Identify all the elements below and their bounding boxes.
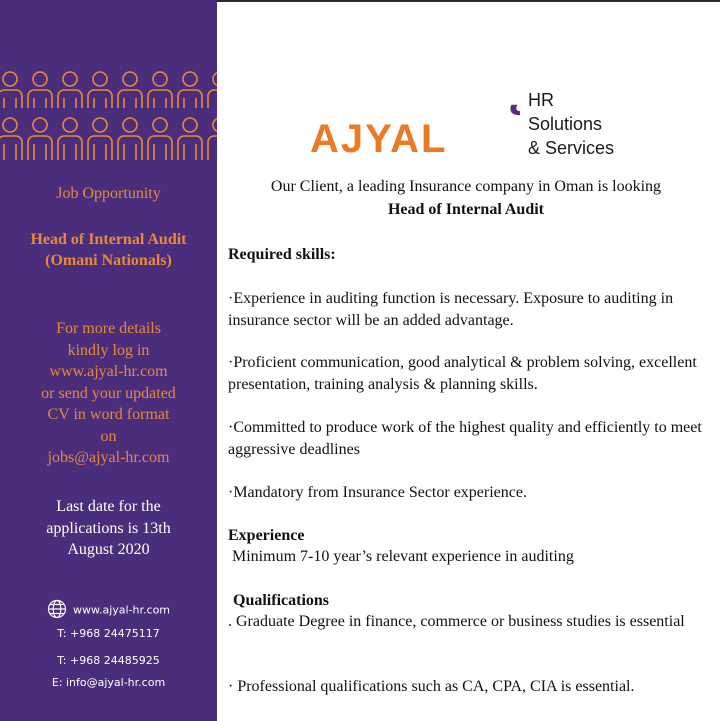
job-opportunity-label: Job Opportunity — [56, 185, 161, 202]
details-line: For more details — [56, 320, 161, 337]
job-title — [0, 229, 217, 271]
logo-tagline-line: & Services — [528, 138, 615, 158]
experience-value: Minimum 7-10 year’s relevant experience in auditing — [232, 548, 574, 565]
skill-item: ·Experience in auditing function is necessary. Exposure to auditing in insurance sector will be an added advantage. — [228, 290, 674, 329]
qualification-item: . Graduate Degree in finance, commerce or business studies is essential — [228, 613, 685, 630]
globe-icon — [47, 599, 67, 622]
qualifications-heading: Qualifications — [233, 592, 330, 609]
contact-website[interactable] — [0, 599, 217, 622]
logo-arabic-text — [508, 78, 520, 118]
details-line: CV in word format — [47, 406, 170, 423]
intro-position: Head of Internal Audit — [387, 201, 544, 218]
deadline-line: August 2020 — [67, 541, 150, 558]
experience-heading: Experience — [228, 527, 305, 544]
contact-email[interactable]: E: info@ajyal-hr.com — [51, 676, 166, 689]
logo-tagline-line: Solutions — [528, 114, 603, 134]
details-line: on — [100, 427, 117, 445]
logo-tagline — [528, 88, 614, 160]
contact-phone-1[interactable]: T: +968 24475117 — [57, 627, 160, 640]
qualification-item: · Professional qualifications such as CA, CPA, CIA is essential. — [228, 678, 635, 695]
deadline-line: Last date for the — [56, 498, 161, 515]
details-email[interactable]: jobs@ajyal-hr.com — [47, 449, 170, 466]
required-skills-heading: Required skills: — [228, 246, 336, 263]
skill-item: ·Mandatory from Insurance Sector experience. — [228, 484, 527, 501]
contact-website-text: www.ajyal-hr.com — [72, 603, 171, 617]
details-line: kindly log in — [67, 341, 150, 359]
left-panel — [0, 0, 217, 721]
job-title-line: Head of Internal Audit — [30, 231, 187, 248]
details-website[interactable]: www.ajyal-hr.com — [49, 363, 168, 380]
skill-item: ·Committed to produce work of the highest quality and efficiently to meet aggressive deadlines — [228, 419, 702, 458]
apply-details — [0, 318, 217, 469]
intro-text: Our Client, a leading Insurance company in Oman is looking — [270, 178, 662, 195]
ajyal-logo — [310, 78, 630, 160]
people-pattern-icon — [0, 70, 217, 165]
logo-arabic-wordmark — [310, 78, 520, 118]
contact-phone-2[interactable]: T: +968 24485925 — [57, 654, 160, 667]
logo-tagline-line: HR — [528, 90, 554, 110]
logo-english-wordmark: AJYAL — [310, 117, 448, 161]
skill-item: ·Proficient communication, good analytical & problem solving, excellent presentation, training analysis & planning skills. — [228, 354, 697, 393]
details-line: or send your updated — [41, 384, 176, 402]
deadline-line: applications is 13th — [46, 519, 171, 537]
job-title-nationality: (Omani Nationals) — [45, 252, 172, 269]
deadline — [0, 496, 217, 561]
